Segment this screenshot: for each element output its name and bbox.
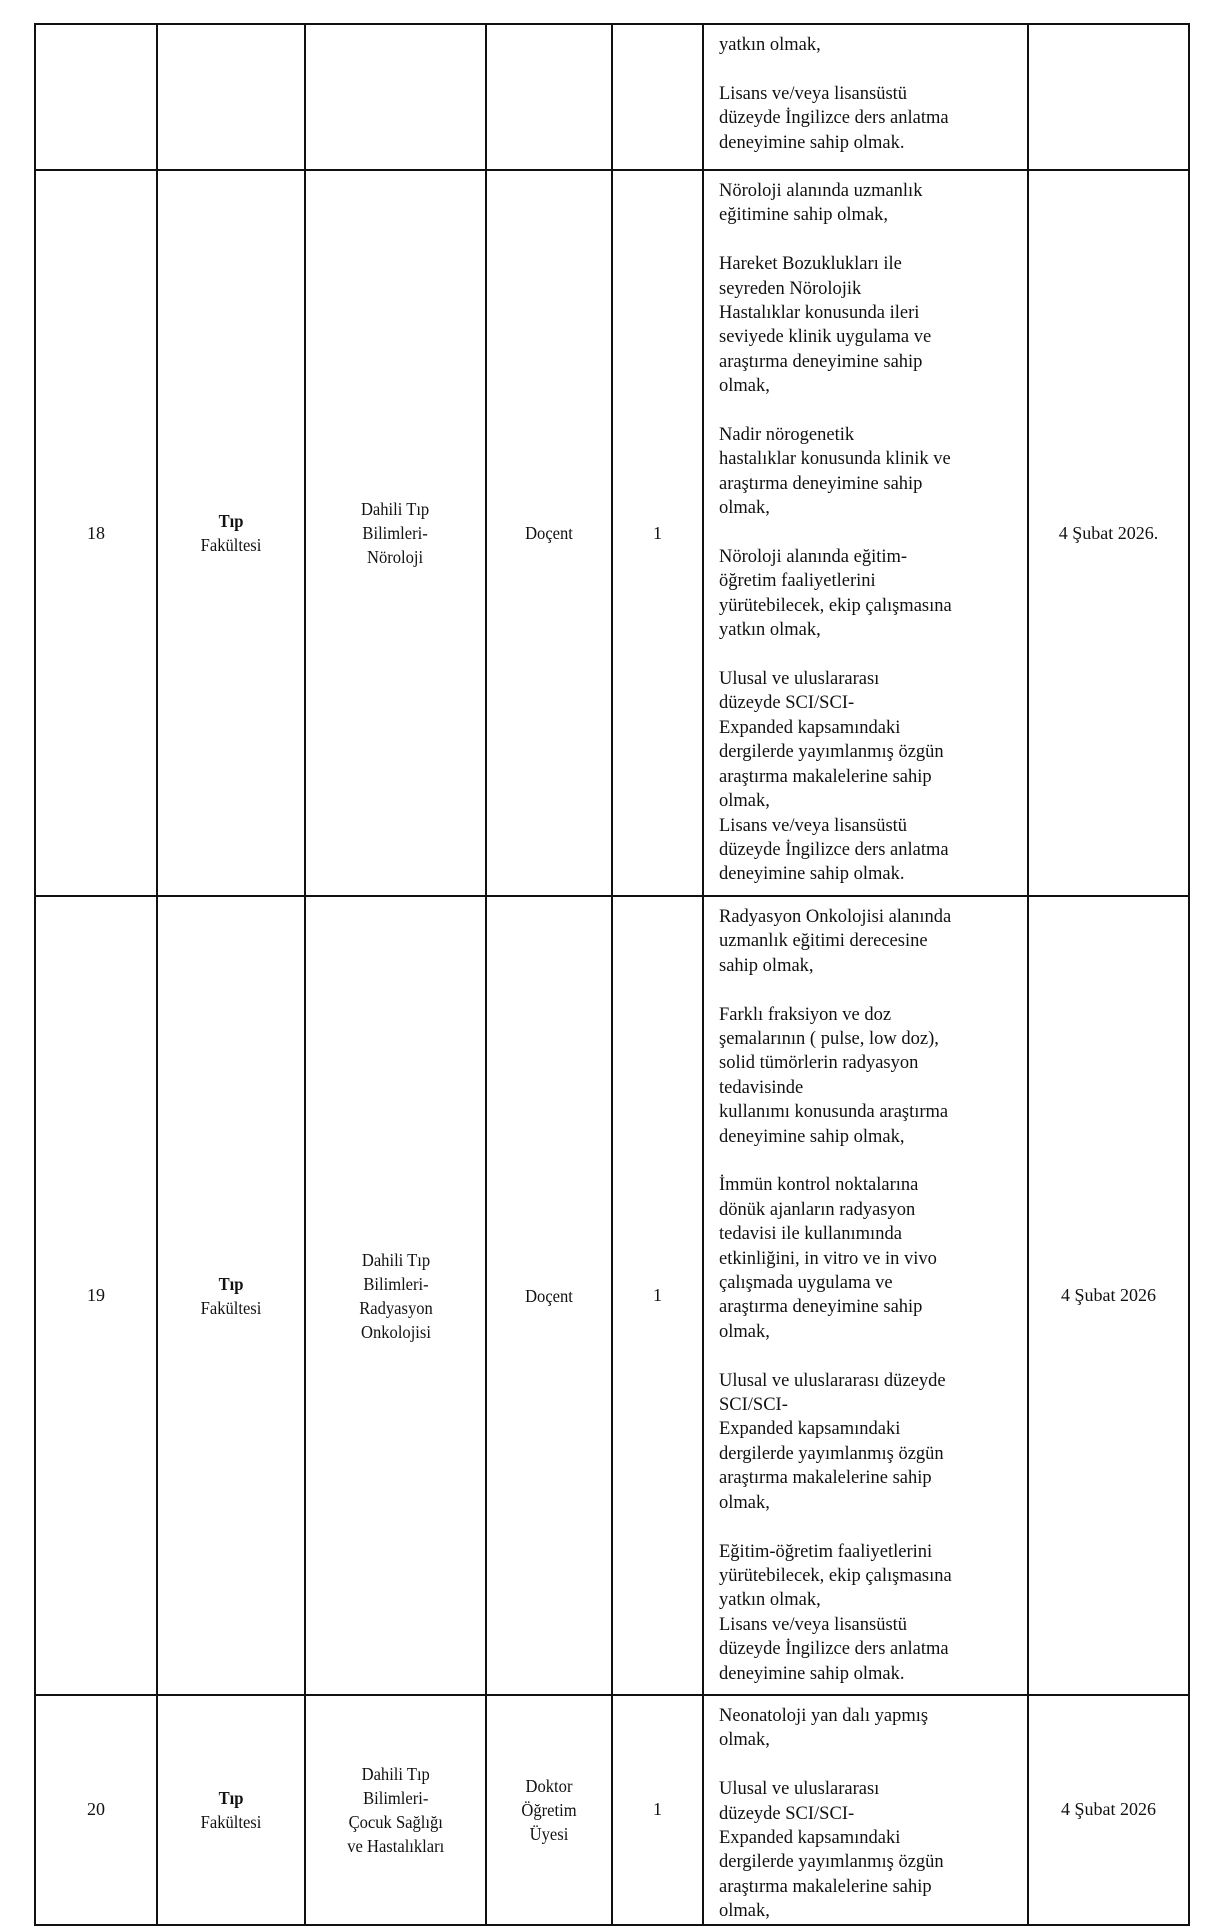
- department-cell: [305, 24, 486, 170]
- academic-title-line: Üyesi: [529, 1823, 569, 1844]
- department-cell: [305, 896, 486, 1695]
- department-line: Çocuk Sağlığı: [348, 1811, 443, 1832]
- department-line: ve Hastalıkları: [346, 1835, 445, 1856]
- requirement-line: Hastalıklar konusunda ileri: [719, 303, 920, 324]
- requirement-line: Lisans ve/veya lisansüstü: [719, 83, 908, 104]
- faculty-line: Tıp: [218, 511, 244, 531]
- department: [347, 1762, 444, 1858]
- requirement-line: kullanımı konusunda araştırma: [719, 1102, 949, 1123]
- table-row: [35, 1695, 1189, 1925]
- table-row: [35, 170, 1189, 896]
- requirement-line: Nadir nörogenetik: [719, 425, 855, 446]
- department-line: Nöroloji: [367, 547, 424, 567]
- faculty-cell: [157, 1695, 305, 1925]
- requirement-line: düzeyde İngilizce ders anlatma: [719, 1639, 949, 1660]
- requirement-line: şemalarının ( pulse, low doz),: [719, 1029, 939, 1050]
- requirement-line: Hareket Bozuklukları ile: [719, 254, 902, 275]
- deadline-date: 4 Şubat 2026: [1060, 1799, 1156, 1820]
- requirement-paragraph: [719, 1540, 1017, 1613]
- requirement-line: Nöroloji alanında eğitim-: [719, 547, 908, 568]
- department-line: Dahili Tıp: [361, 1249, 430, 1270]
- requirement-line: Lisans ve/veya lisansüstü: [719, 1614, 908, 1635]
- requirement-line: Expanded kapsamındaki: [719, 717, 901, 738]
- requirement-paragraph: [719, 33, 1017, 57]
- requirement-line: deneyimine sahip olmak.: [719, 864, 905, 885]
- requirement-line: araştırma deneyimine sahip: [719, 473, 923, 494]
- requirements-cell: [703, 1695, 1028, 1925]
- faculty-line: Fakültesi: [200, 1297, 262, 1318]
- academic-title-line: Doçent: [525, 1285, 573, 1306]
- requirement-line: uzmanlık eğitimi derecesine: [719, 931, 928, 952]
- requirement-line: dönük ajanların radyasyon: [719, 1199, 916, 1220]
- deadline-cell: [1028, 24, 1189, 170]
- department: [361, 497, 429, 569]
- requirements-cell: [703, 24, 1028, 170]
- requirement-line: sahip olmak,: [719, 955, 814, 976]
- requirement-line: tedavisi ile kullanımında: [719, 1224, 902, 1245]
- requirement-line: eğitimine sahip olmak,: [719, 205, 889, 226]
- academic-title-line: Doçent: [525, 523, 573, 543]
- faculty-line: Fakültesi: [200, 1811, 262, 1832]
- academic-title: [521, 1774, 576, 1846]
- requirement-line: araştırma makalelerine sahip: [719, 1876, 932, 1897]
- requirement-line: düzeyde İngilizce ders anlatma: [719, 108, 949, 129]
- requirement-line: olmak,: [719, 1901, 770, 1922]
- requirement-line: araştırma makalelerine sahip: [719, 1468, 932, 1489]
- requirement-line: Lisans ve/veya lisansüstü: [719, 815, 908, 836]
- requirement-paragraph: [719, 1003, 1017, 1149]
- academic-title: [525, 1284, 573, 1308]
- academic-title-line: Öğretim: [521, 1799, 577, 1820]
- requirement-paragraph: [719, 82, 1017, 155]
- department-cell: [305, 1695, 486, 1925]
- requirement-paragraph: [719, 1777, 1017, 1923]
- department-line: Bilimleri-: [362, 523, 429, 543]
- row-number: 18: [87, 522, 105, 543]
- department-line: Dahili Tıp: [361, 499, 430, 519]
- faculty-line: Fakültesi: [200, 535, 262, 555]
- requirement-paragraph: [719, 1369, 1017, 1515]
- requirement-line: deneyimine sahip olmak.: [719, 132, 905, 153]
- department-line: Onkolojisi: [360, 1321, 431, 1342]
- requirement-line: düzeyde SCI/SCI-: [719, 1803, 855, 1824]
- row-number-cell: [35, 896, 157, 1695]
- requirement-line: Expanded kapsamındaki: [719, 1419, 901, 1440]
- requirement-paragraph: [719, 423, 1017, 521]
- requirement-line: dergilerde yayımlanmış özgün: [719, 742, 944, 763]
- requirement-line: olmak,: [719, 1321, 770, 1342]
- table-row: [35, 896, 1189, 1695]
- position-count: 1: [653, 522, 662, 543]
- faculty: [201, 1272, 262, 1320]
- requirement-line: Ulusal ve uluslararası düzeyde: [719, 1370, 946, 1391]
- requirement-line: araştırma makalelerine sahip: [719, 766, 932, 787]
- requirement-paragraph: [719, 1704, 1017, 1753]
- requirement-line: dergilerde yayımlanmış özgün: [719, 1443, 944, 1464]
- academic-title: [525, 521, 573, 545]
- row-number-cell: [35, 170, 157, 896]
- faculty: [201, 509, 262, 557]
- requirement-line: Radyasyon Onkolojisi alanında: [719, 907, 952, 927]
- academic-title-cell: [486, 1695, 612, 1925]
- requirements-cell: [703, 170, 1028, 896]
- position-count-cell: [612, 170, 703, 896]
- position-count-cell: [612, 896, 703, 1695]
- requirement-line: Farklı fraksiyon ve doz: [719, 1004, 892, 1025]
- requirement-paragraph: [719, 814, 1017, 887]
- requirement-paragraph: [719, 667, 1017, 813]
- deadline-cell: [1028, 896, 1189, 1695]
- position-count: 1: [653, 1285, 662, 1305]
- deadline-date: 4 Şubat 2026.: [1058, 522, 1159, 543]
- requirement-line: deneyimine sahip olmak.: [719, 1663, 905, 1684]
- faculty: [201, 1786, 262, 1834]
- academic-title-cell: [486, 24, 612, 170]
- requirement-line: seviyede klinik uygulama ve: [719, 327, 932, 348]
- requirement-line: hastalıklar konusunda klinik ve: [719, 449, 951, 470]
- requirement-line: SCI/SCI-: [719, 1395, 788, 1416]
- job-postings-table: [34, 23, 1190, 1926]
- department-cell: [305, 170, 486, 896]
- deadline-cell: [1028, 1695, 1189, 1925]
- requirement-line: Ulusal ve uluslararası: [719, 1779, 880, 1800]
- requirement-line: Eğitim-öğretim faaliyetlerini: [719, 1541, 933, 1562]
- requirement-line: yatkın olmak,: [719, 620, 821, 641]
- requirement-paragraph: [719, 905, 1017, 978]
- faculty-line: Tıp: [218, 1273, 244, 1294]
- requirement-line: seyreden Nörolojik: [719, 278, 862, 299]
- table-body: [35, 24, 1189, 1925]
- requirement-line: çalışmada uygulama ve: [719, 1273, 893, 1294]
- requirement-line: İmmün kontrol noktalarına: [719, 1175, 919, 1196]
- requirement-line: düzeyde İngilizce ders anlatma: [719, 839, 949, 860]
- requirement-line: araştırma deneyimine sahip: [719, 351, 923, 372]
- requirement-line: yürütebilecek, ekip çalışmasına: [719, 595, 952, 616]
- row-number: 19: [87, 1285, 105, 1305]
- table-row: [35, 24, 1189, 170]
- academic-title-line: Doktor: [525, 1775, 573, 1796]
- requirement-line: yatkın olmak,: [719, 35, 821, 55]
- department-line: Dahili Tıp: [361, 1763, 430, 1784]
- position-count-cell: [612, 1695, 703, 1925]
- requirement-line: olmak,: [719, 1492, 770, 1513]
- requirement-line: olmak,: [719, 791, 770, 812]
- row-number: 20: [87, 1799, 105, 1820]
- faculty-cell: [157, 170, 305, 896]
- requirement-line: Expanded kapsamındaki: [719, 1828, 901, 1849]
- department-line: Bilimleri-: [362, 1787, 429, 1808]
- requirement-line: dergilerde yayımlanmış özgün: [719, 1852, 944, 1873]
- position-count-cell: [612, 24, 703, 170]
- faculty-line: Tıp: [218, 1787, 244, 1808]
- requirement-line: Nöroloji alanında uzmanlık: [719, 181, 923, 201]
- faculty-cell: [157, 24, 305, 170]
- department-line: Bilimleri-: [362, 1273, 429, 1294]
- requirement-line: Neonatoloji yan dalı yapmış: [719, 1706, 929, 1726]
- deadline-cell: [1028, 170, 1189, 896]
- requirement-paragraph: [719, 179, 1017, 228]
- requirement-paragraph: [719, 1173, 1017, 1344]
- academic-title-cell: [486, 896, 612, 1695]
- requirement-line: yürütebilecek, ekip çalışmasına: [719, 1565, 952, 1586]
- department: [359, 1248, 433, 1344]
- requirement-line: olmak,: [719, 1730, 770, 1751]
- academic-title-cell: [486, 170, 612, 896]
- requirements-cell: [703, 896, 1028, 1695]
- requirement-line: olmak,: [719, 376, 770, 397]
- deadline-date: 4 Şubat 2026: [1060, 1285, 1156, 1305]
- requirement-line: solid tümörlerin radyasyon: [719, 1053, 919, 1074]
- faculty-cell: [157, 896, 305, 1695]
- requirement-line: tedavisinde: [719, 1077, 804, 1098]
- row-number-cell: [35, 1695, 157, 1925]
- requirement-line: olmak,: [719, 498, 770, 519]
- requirement-line: etkinliğini, in vitro ve in vivo: [719, 1248, 937, 1269]
- requirement-paragraph: [719, 545, 1017, 643]
- requirement-line: deneyimine sahip olmak,: [719, 1126, 905, 1147]
- requirement-paragraph: [719, 1613, 1017, 1686]
- department-line: Radyasyon: [358, 1297, 433, 1318]
- requirement-line: Ulusal ve uluslararası: [719, 669, 880, 690]
- row-number-cell: [35, 24, 157, 170]
- position-count: 1: [653, 1799, 662, 1820]
- requirement-paragraph: [719, 252, 1017, 398]
- requirement-line: yatkın olmak,: [719, 1590, 821, 1611]
- requirement-line: öğretim faaliyetlerini: [719, 571, 876, 592]
- requirement-line: araştırma deneyimine sahip: [719, 1297, 923, 1318]
- requirement-line: düzeyde SCI/SCI-: [719, 693, 855, 714]
